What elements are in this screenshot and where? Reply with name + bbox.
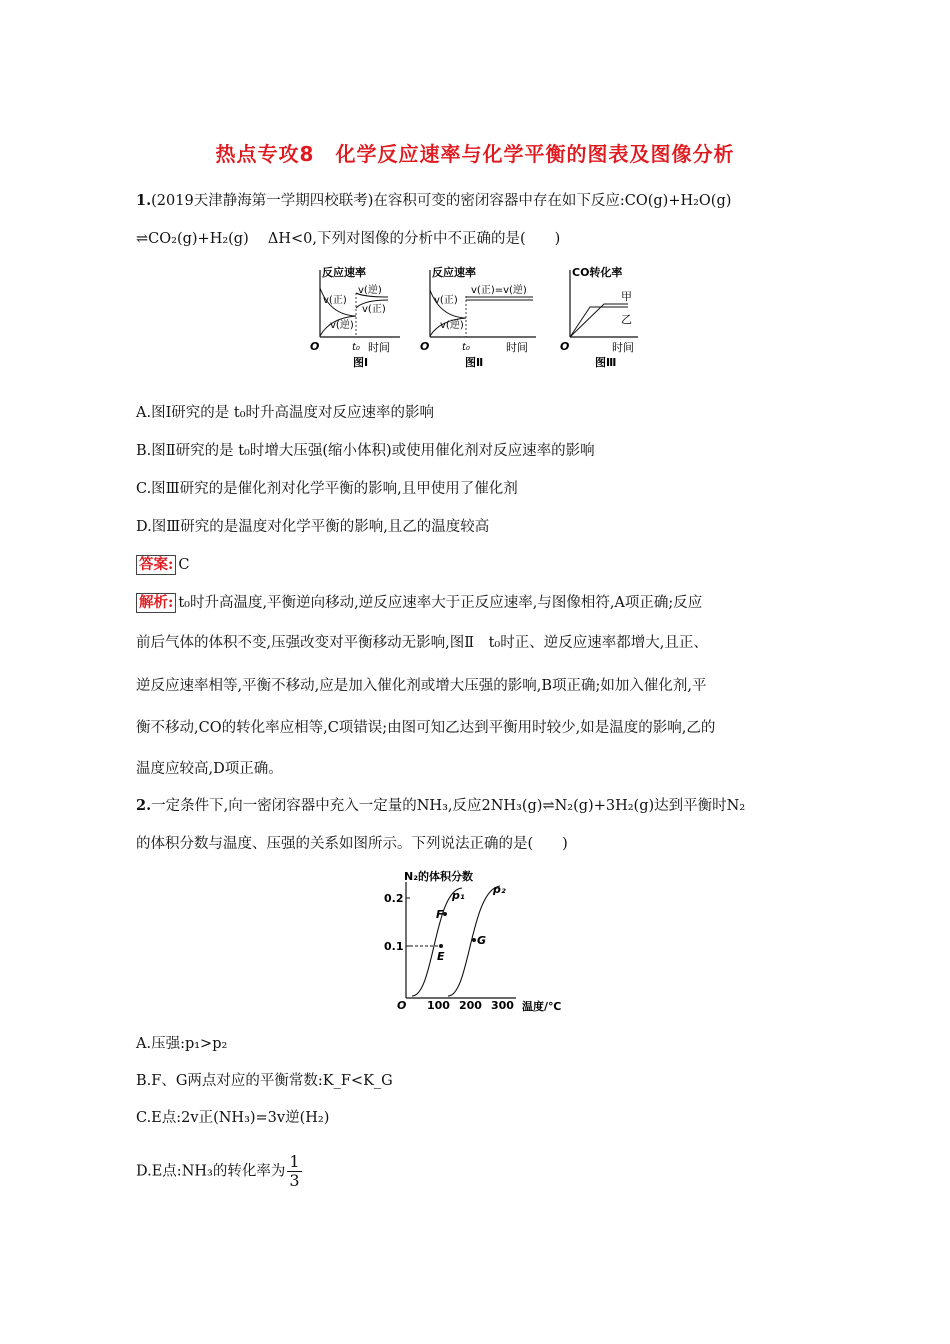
fig1-xlabel: 时间	[368, 341, 390, 354]
fig1-t0: t₀	[352, 342, 360, 353]
q2-point-g: G	[477, 934, 487, 947]
fig3-ylabel: CO转化率	[572, 266, 623, 279]
q1-stem-text1: (2019天津静海第一学期四校联考)在容积可变的密闭容器中存在如下反应:CO(g)+H₂O(g)	[151, 193, 732, 209]
q1-figure-3	[560, 265, 638, 369]
q2-number: 2.	[136, 797, 152, 814]
fraction-denominator: 3	[289, 1171, 300, 1190]
q1-option-a: A.图Ⅰ研究的是 t₀时升高温度对反应速率的影响	[136, 405, 435, 421]
fig1-label-v-forward-before: v(正)	[323, 295, 347, 306]
q1-figure-2	[420, 265, 536, 369]
q2-curve-p2: p₂	[493, 883, 506, 896]
q2-fig-origin: O	[397, 999, 407, 1012]
q2-option-b: B.F、G两点对应的平衡常数:K_F<K_G	[136, 1073, 393, 1089]
fig2-label-v-forward: v(正)	[434, 295, 458, 306]
fig2-caption: 图Ⅱ	[465, 356, 484, 369]
q2-stem-text1: 一定条件下,向一密闭容器中充入一定量的NH₃,反应2NH₃(g)⇌N₂(g)+3H₂(g)达到平衡时N₂	[151, 798, 746, 814]
q2-xtick-200: 200	[459, 999, 482, 1012]
q2-point-f: F	[436, 908, 444, 921]
fig2-origin: O	[420, 340, 430, 353]
fig2-label-v-reverse: v(逆)	[440, 320, 464, 331]
fig2-t0: t₀	[462, 342, 470, 353]
q1-option-c: C.图Ⅲ研究的是催化剂对化学平衡的影响,且甲使用了催化剂	[136, 481, 518, 497]
fig1-caption: 图Ⅰ	[353, 356, 369, 369]
q2-option-d-text: D.E点:NH₃的转化率为	[136, 1163, 286, 1180]
fig2-label-v-equal: v(正)=v(逆)	[471, 285, 527, 296]
q2-fig-xlabel: 温度/℃	[522, 1000, 562, 1013]
q2-option-d	[136, 1153, 302, 1190]
q2-point-e: E	[437, 950, 445, 963]
fraction-numerator: 1	[289, 1152, 300, 1171]
q2-ytick-01: 0.1	[384, 940, 404, 953]
q1-analysis-line4: 衡不移动,CO的转化率应相等,C项错误;由图可知乙达到平衡用时较少,如是温度的影响,乙的	[136, 720, 716, 736]
fig3-origin: O	[560, 340, 570, 353]
q1-option-d: D.图Ⅲ研究的是温度对化学平衡的影响,且乙的温度较高	[136, 519, 490, 535]
q1-option-b: B.图Ⅱ研究的是 t₀时增大压强(缩小体积)或使用催化剂对反应速率的影响	[136, 443, 595, 459]
fig1-ylabel: 反应速率	[322, 266, 366, 279]
fig1-label-v-reverse-after: v(逆)	[358, 285, 382, 296]
q2-xtick-300: 300	[491, 999, 514, 1012]
analysis-text-1: t₀时升高温度,平衡逆向移动,逆反应速率大于正反应速率,与图像相符,A项正确;反应	[178, 595, 703, 611]
q1-stem-line2: ⇌CO₂(g)+H₂(g) ΔH<0,下列对图像的分析中不正确的是( )	[136, 231, 561, 247]
q1-analysis-line2: 前后气体的体积不变,压强改变对平衡移动无影响,图Ⅱ t₀时正、逆反应速率都增大,且正、	[136, 635, 708, 651]
answer-tag: 答案:	[136, 555, 176, 575]
q2-stem-line1	[136, 796, 745, 816]
q2-fig-ylabel: N₂的体积分数	[404, 870, 474, 883]
q1-number: 1.	[136, 192, 152, 209]
q1-analysis-line5: 温度应较高,D项正确。	[136, 761, 283, 777]
analysis-tag: 解析:	[136, 593, 176, 613]
q1-analysis-line1	[136, 593, 702, 613]
fig3-label-yi: 乙	[621, 313, 632, 326]
q2-option-c: C.E点:2v正(NH₃)=3v逆(H₂)	[136, 1110, 330, 1126]
q1-answer-line	[136, 555, 189, 575]
q2-figure	[382, 866, 582, 1016]
q2-curve-p1: p₁	[452, 889, 465, 902]
q2-option-a: A.压强:p₁>p₂	[136, 1036, 228, 1052]
q1-analysis-line3: 逆反应速率相等,平衡不移动,应是加入催化剂或增大压强的影响,B项正确;如加入催化剂,平	[136, 678, 707, 694]
fig2-xlabel: 时间	[506, 341, 528, 354]
q1-figure-1	[310, 265, 400, 369]
answer-value: C	[178, 557, 190, 573]
fig1-label-v-reverse-before: v(逆)	[330, 320, 354, 331]
fraction	[287, 1153, 301, 1190]
q2-ytick-02: 0.2	[384, 892, 404, 905]
q2-xtick-100: 100	[427, 999, 450, 1012]
fig3-xlabel: 时间	[612, 341, 634, 354]
q1-stem-line1	[136, 191, 731, 211]
fig2-ylabel: 反应速率	[432, 266, 476, 279]
q2-stem-line2: 的体积分数与温度、压强的关系如图所示。下列说法正确的是( )	[136, 836, 568, 852]
page-title: 热点专攻8 化学反应速率与化学平衡的图表及图像分析	[215, 142, 735, 166]
fig1-origin: O	[310, 340, 320, 353]
q1-figures	[308, 260, 648, 380]
fig1-label-v-forward-after: v(正)	[362, 304, 386, 315]
fig3-label-jia: 甲	[621, 290, 632, 303]
fig3-caption: 图Ⅲ	[595, 356, 617, 369]
